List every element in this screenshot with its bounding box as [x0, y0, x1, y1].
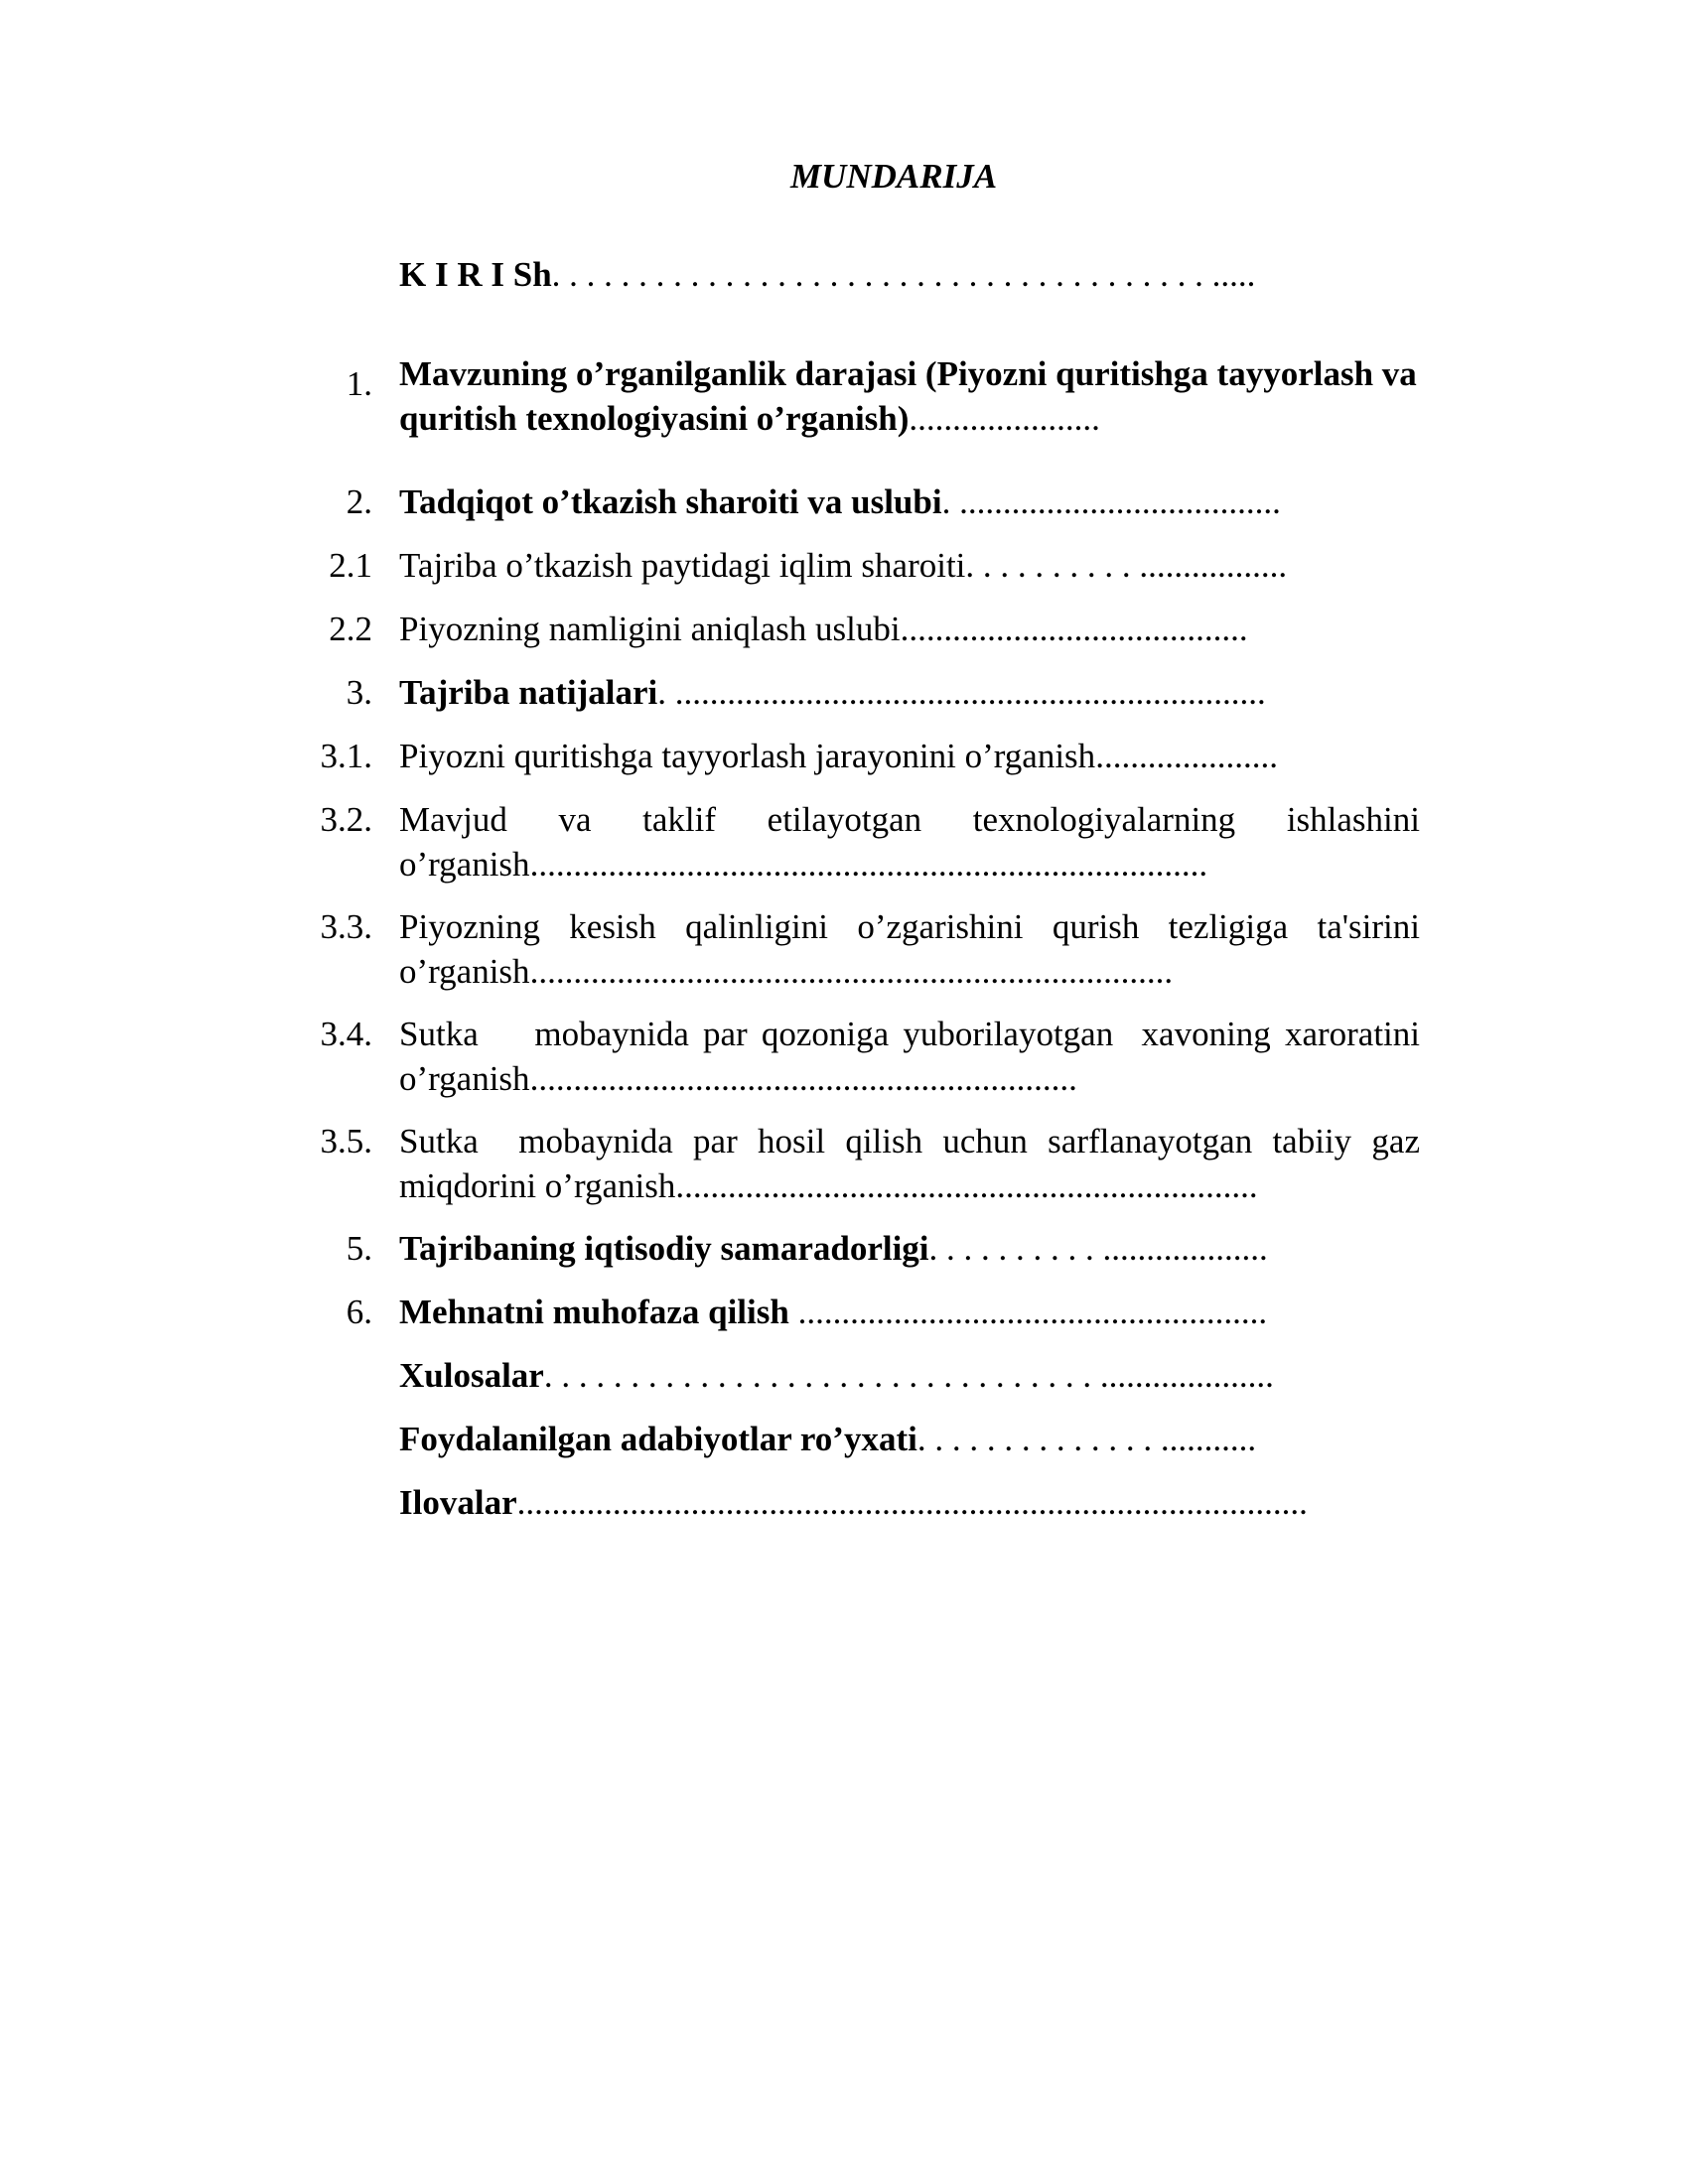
toc-entry-leader: ........................................	[900, 610, 1248, 648]
toc-entry-text	[399, 351, 1420, 441]
toc-entry-leader: . . . . . . . . . . ...................	[928, 1229, 1268, 1268]
toc-entry-text	[399, 543, 1420, 588]
toc-entry-title: Mavzuning o’rganilganlik darajasi (Piyozni quritishga tayyorlash va quritish texnologiyasini o’rganish)	[399, 354, 1417, 438]
toc-entry-leader: ......................	[909, 399, 1100, 438]
toc-entry-number: 3.3.	[320, 907, 372, 946]
toc-entry-leader: .....................	[1095, 737, 1278, 775]
toc-entry-text	[399, 1226, 1420, 1271]
toc-entry-leader: . . . . . . . . . . . . . . . . . . . . . . . . . . . . . . . . . . . . . . .....	[551, 255, 1256, 294]
toc-entry-text	[399, 1353, 1420, 1398]
toc-entry-number: 6.	[346, 1293, 372, 1331]
toc-entry-leader: . ....................................................................	[657, 673, 1266, 712]
toc-entry-number: 2.1	[329, 546, 372, 585]
toc-entry-number: 2.	[346, 482, 372, 521]
toc-entry-title: Piyozni quritishga tayyorlash jarayonini o’rganish	[399, 737, 1096, 775]
toc-entry-title: Piyozning kesish qalinligini o’zgarishini qurish tezligiga ta'sirini o’rganish	[399, 907, 1420, 991]
toc-entry-title: Tajribaning iqtisodiy samaradorligi	[399, 1229, 929, 1268]
toc-entry-title: Mehnatni muhofaza qilish	[399, 1293, 789, 1331]
toc-entry-leader: . . . . . . . . . . . . . . . . . . . . . . . . . . . . . . . . ....................	[543, 1356, 1274, 1395]
toc-entry-text	[399, 479, 1420, 524]
toc-entry-title: Ilovalar	[399, 1483, 517, 1522]
toc-entry-leader: ..........................................................................	[529, 952, 1174, 991]
toc-entry-text	[399, 797, 1420, 887]
toc-entry-text	[399, 252, 1420, 297]
toc-entry-leader: ...............................................................	[529, 1059, 1077, 1098]
toc-entry-text	[399, 607, 1420, 651]
toc-entry-number: 3.1.	[320, 737, 372, 775]
toc-entry-title: Tajriba natijalari	[399, 673, 658, 712]
toc-entry-title: K I R I Sh	[399, 255, 552, 294]
toc-entry-leader: ...........................................................................................	[516, 1483, 1308, 1522]
toc-entry-text	[399, 734, 1420, 778]
toc-entry-number: 1.	[346, 364, 372, 403]
toc-entry-number: 3.	[346, 673, 372, 712]
toc-entry-title: Tajriba o’tkazish paytidagi iqlim sharoiti	[399, 546, 966, 585]
toc-entry-title: Piyozning namligini aniqlash uslubi	[399, 610, 901, 648]
toc-entry-text	[399, 1417, 1420, 1461]
toc-entry-text	[399, 670, 1420, 715]
toc-entry-text	[399, 1480, 1420, 1525]
toc-entry-title: Sutka mobaynida par hosil qilish uchun sarflanayotgan tabiiy gaz miqdorini o’rganish	[399, 1122, 1429, 1205]
toc-entry-text	[399, 904, 1420, 994]
toc-entry-title: Tadqiqot o’tkazish sharoiti va uslubi	[399, 482, 942, 521]
toc-entry-leader: ...................................................................	[675, 1166, 1258, 1205]
toc-entry-title: Xulosalar	[399, 1356, 544, 1395]
toc-entry-text	[399, 1290, 1420, 1334]
toc-entry-number: 2.2	[329, 610, 372, 648]
toc-entry-number: 3.2.	[320, 800, 372, 839]
toc-heading: MUNDARIJA	[789, 157, 998, 196]
toc-entry-text	[399, 1119, 1429, 1208]
toc-entry-title: Foydalanilgan adabiyotlar ro’yxati	[399, 1420, 917, 1458]
toc-entry-leader: . . . . . . . . . . . . . . ...........	[916, 1420, 1257, 1458]
toc-entry-leader: . .....................................	[941, 482, 1281, 521]
toc-entry-leader: ......................................................	[788, 1293, 1268, 1331]
toc-entry-number: 3.4.	[320, 1015, 372, 1053]
toc-entry-number: 3.5.	[320, 1122, 372, 1160]
toc-entry-number: 5.	[346, 1229, 372, 1268]
toc-entry-leader: . . . . . . . . . . .................	[965, 546, 1288, 585]
toc-entry-title: Mavjud va taklif etilayotgan texnologiyalarning ishlashini o’rganish	[399, 800, 1420, 884]
toc-entry-text	[399, 1012, 1429, 1101]
toc-entry-leader: ..............................................................................	[529, 845, 1208, 884]
toc-entry-title: Sutka mobaynida par qozoniga yuborilayotgan xavoning xaroratini o’rganish	[399, 1015, 1429, 1098]
